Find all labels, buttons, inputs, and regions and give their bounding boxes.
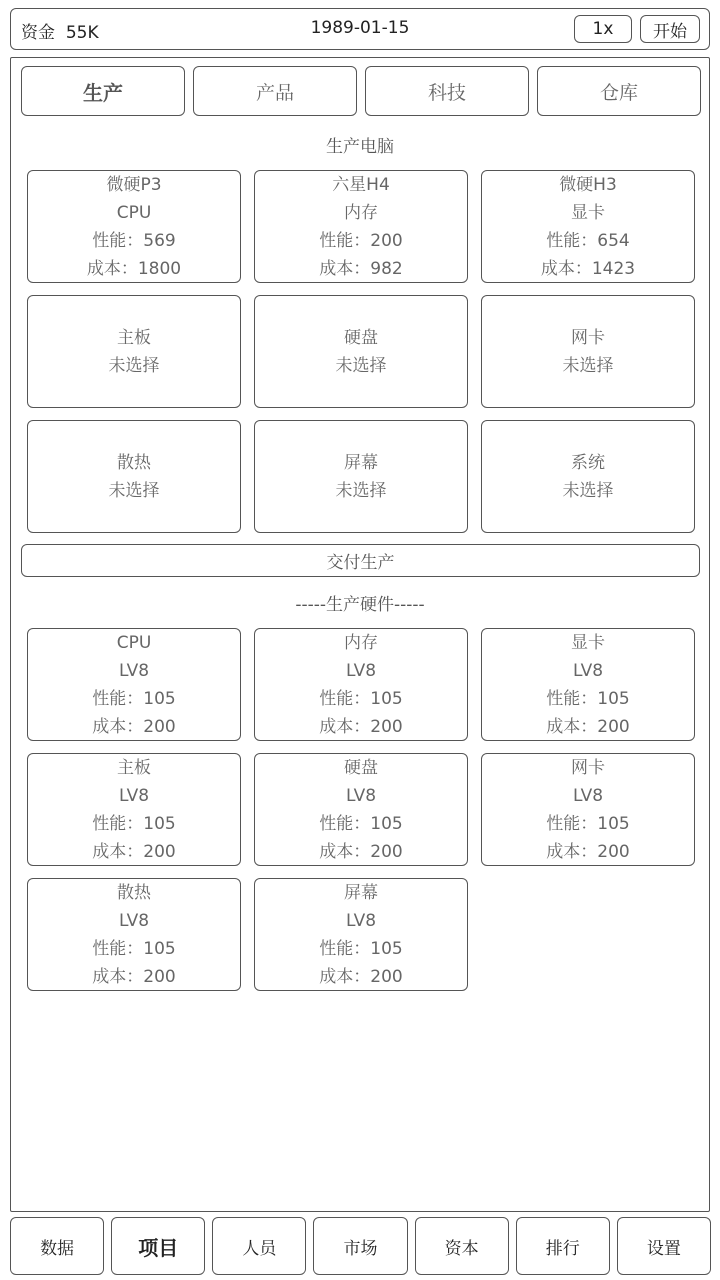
component-slot-card[interactable]: [481, 295, 695, 408]
hardware-item-card-line: 性能：105: [92, 813, 176, 834]
hardware-item-card-line: 内存: [344, 632, 378, 653]
produce-computer-title: 生产电脑: [326, 137, 394, 157]
tab-technology[interactable]: 科技: [365, 66, 529, 116]
speed-button[interactable]: 1x: [574, 15, 632, 43]
component-slot-card-line: 显卡: [571, 202, 605, 223]
funds-label: 资金: [21, 23, 55, 43]
hardware-item-card-line: LV8: [345, 660, 377, 681]
component-slot-card-line: 未选择: [562, 355, 614, 376]
component-slot-card-line: 未选择: [562, 480, 614, 501]
component-slot-card-line: 主板: [117, 327, 151, 348]
hardware-grid: [27, 628, 695, 991]
hardware-item-card-line: 硬盘: [344, 757, 378, 778]
component-slot-card-line: 微硬H3: [559, 174, 617, 195]
hardware-item-card-line: 散热: [117, 882, 151, 903]
nav-settings[interactable]: 设置: [617, 1217, 711, 1275]
project-tabs: [21, 66, 701, 116]
component-slot-card[interactable]: [481, 170, 695, 283]
hardware-item-card-line: 成本：200: [319, 841, 403, 862]
hardware-item-card-line: LV8: [345, 910, 377, 931]
hardware-item-card-line: CPU: [116, 632, 152, 653]
component-slot-card-line: 性能：200: [319, 230, 403, 251]
nav-ranking[interactable]: 排行: [516, 1217, 610, 1275]
tab-warehouse[interactable]: 仓库: [537, 66, 701, 116]
nav-market[interactable]: 市场: [313, 1217, 407, 1275]
top-status-bar: [10, 8, 710, 50]
hardware-item-card[interactable]: [481, 753, 695, 866]
hardware-item-card[interactable]: [481, 628, 695, 741]
hardware-item-card-line: LV8: [118, 660, 150, 681]
hardware-item-card-line: 性能：105: [319, 813, 403, 834]
component-slot-card[interactable]: [27, 420, 241, 533]
component-slot-card-line: 网卡: [571, 327, 605, 348]
hardware-item-card-line: 性能：105: [92, 688, 176, 709]
hardware-item-card-line: 性能：105: [546, 688, 630, 709]
component-slot-card-line: 未选择: [108, 355, 160, 376]
hardware-item-card-line: 性能：105: [319, 938, 403, 959]
component-slot-card-line: 六星H4: [332, 174, 390, 195]
hardware-item-card[interactable]: [27, 878, 241, 991]
hardware-item-card-line: LV8: [345, 785, 377, 806]
component-slot-card-line: 硬盘: [344, 327, 378, 348]
component-slot-card-line: 性能：654: [546, 230, 630, 251]
nav-project[interactable]: 项目: [111, 1217, 205, 1275]
component-slot-card-line: CPU: [116, 202, 152, 223]
hardware-item-card-line: LV8: [572, 660, 604, 681]
component-slot-card-line: 内存: [344, 202, 378, 223]
hardware-item-card-line: 性能：105: [546, 813, 630, 834]
tab-products[interactable]: 产品: [193, 66, 357, 116]
component-slot-card-line: 未选择: [335, 355, 387, 376]
hardware-item-card[interactable]: [27, 753, 241, 866]
component-slot-card-line: 微硬P3: [106, 174, 162, 195]
hardware-item-card[interactable]: [254, 878, 468, 991]
hardware-item-card[interactable]: [27, 628, 241, 741]
component-slot-card[interactable]: [481, 420, 695, 533]
component-slot-card-line: 屏幕: [344, 452, 378, 473]
component-slot-card-line: 未选择: [108, 480, 160, 501]
main-panel: [10, 57, 710, 1212]
hardware-item-card-line: LV8: [118, 785, 150, 806]
deliver-production-button[interactable]: 交付生产: [21, 544, 700, 577]
tab-production[interactable]: 生产: [21, 66, 185, 116]
produce-hardware-title: -----生产硬件-----: [295, 595, 425, 615]
hardware-item-card-line: 性能：105: [92, 938, 176, 959]
hardware-item-card-line: 网卡: [571, 757, 605, 778]
hardware-item-card[interactable]: [254, 753, 468, 866]
hardware-item-card-line: 成本：200: [92, 841, 176, 862]
component-slot-card-line: 成本：1423: [540, 258, 636, 279]
funds-display: [21, 18, 99, 43]
component-slot-card[interactable]: [254, 420, 468, 533]
bottom-navigation: [10, 1217, 711, 1275]
component-slot-card-line: 成本：982: [319, 258, 403, 279]
hardware-item-card-line: LV8: [572, 785, 604, 806]
game-date: 1989-01-15: [310, 18, 410, 38]
component-slot-card-line: 散热: [117, 452, 151, 473]
component-slot-card-line: 性能：569: [92, 230, 176, 251]
hardware-item-card-line: 成本：200: [546, 716, 630, 737]
hardware-item-card-line: 成本：200: [92, 716, 176, 737]
hardware-item-card-line: 主板: [117, 757, 151, 778]
component-slot-card[interactable]: [27, 170, 241, 283]
component-slot-card-line: 系统: [571, 452, 605, 473]
component-slot-card-line: 未选择: [335, 480, 387, 501]
computer-slot-grid: [27, 170, 695, 533]
hardware-item-card-line: 成本：200: [319, 716, 403, 737]
funds-value: 55K: [65, 23, 99, 43]
nav-capital[interactable]: 资本: [415, 1217, 509, 1275]
hardware-item-card[interactable]: [254, 628, 468, 741]
hardware-item-card-line: 性能：105: [319, 688, 403, 709]
hardware-item-card-line: LV8: [118, 910, 150, 931]
nav-data[interactable]: 数据: [10, 1217, 104, 1275]
hardware-item-card-line: 屏幕: [344, 882, 378, 903]
hardware-item-card-line: 显卡: [571, 632, 605, 653]
start-button[interactable]: 开始: [640, 15, 700, 43]
component-slot-card[interactable]: [27, 295, 241, 408]
hardware-item-card-line: 成本：200: [546, 841, 630, 862]
hardware-item-card-line: 成本：200: [92, 966, 176, 987]
component-slot-card[interactable]: [254, 295, 468, 408]
nav-staff[interactable]: 人员: [212, 1217, 306, 1275]
component-slot-card[interactable]: [254, 170, 468, 283]
component-slot-card-line: 成本：1800: [86, 258, 182, 279]
hardware-item-card-line: 成本：200: [319, 966, 403, 987]
